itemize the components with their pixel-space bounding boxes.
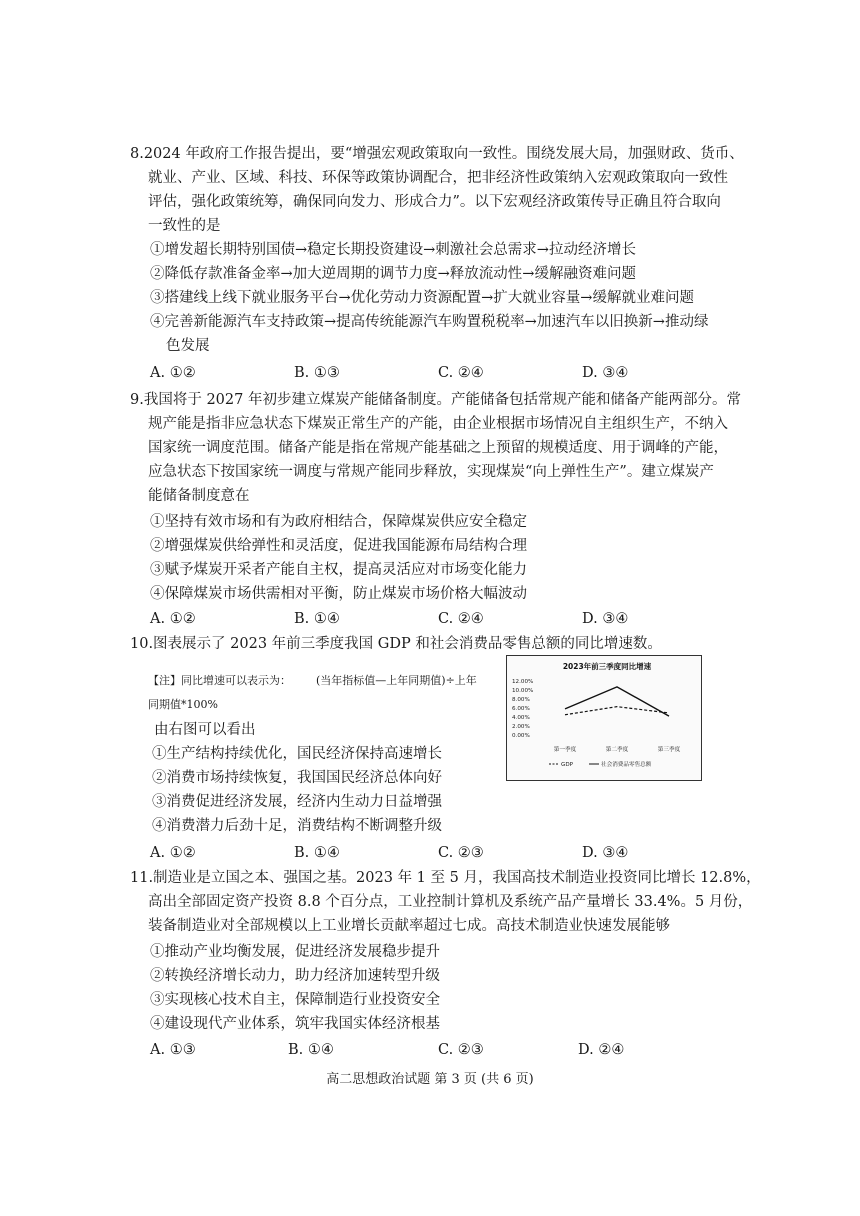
q9-item-2: ②增强煤炭供给弹性和灵活度，促进我国能源布局结构合理 — [150, 538, 527, 554]
y-tick-label: 6.00% — [512, 706, 530, 712]
q9-item-1: ①坚持有效市场和有为政府相结合，保障煤炭供应安全稳定 — [150, 514, 527, 530]
q8-item-4: ④完善新能源汽车支持政策→提高传统能源汽车购置税税率→加速汽车以旧换新→推动绿 — [150, 314, 709, 330]
q11-item-3: ③实现核心技术自主，保障制造行业投资安全 — [150, 992, 440, 1008]
q11-option-b[interactable]: B. ①④ — [288, 1042, 334, 1058]
q10-option-a[interactable]: A. ①② — [150, 845, 196, 861]
chart-canvas — [507, 656, 700, 779]
q8-option-d[interactable]: D. ③④ — [582, 365, 629, 381]
q9-stem-line-2: 规产能是指非应急状态下煤炭正常生产的产能，由企业根据市场情况自主组织生产，不纳入 — [148, 416, 728, 432]
q10-note-formula: (当年指标值—上年同期值)÷上年 — [316, 674, 477, 687]
q11-option-c[interactable]: C. ②③ — [438, 1042, 484, 1058]
y-tick-label: 2.00% — [512, 724, 530, 730]
page-footer: 高二思想政治试题 第 3 页 (共 6 页) — [326, 1072, 534, 1087]
q9-item-3: ③赋予煤炭开采者产能自主权，提高灵活应对市场变化能力 — [150, 562, 527, 578]
q9-stem-line-3: 国家统一调度范围。储备产能是指在常规产能基础之上预留的规模适度、用于调峰的产能， — [148, 440, 728, 456]
y-tick-label: 8.00% — [512, 697, 530, 703]
q9-options — [150, 609, 710, 629]
q10-item-4: ④消费潜力后劲十足，消费结构不断调整升级 — [152, 818, 442, 834]
q10-note-formula-cont: 同期值*100% — [148, 698, 218, 711]
growth-rate-chart — [506, 655, 702, 781]
q10-option-c[interactable]: C. ②③ — [438, 845, 484, 861]
x-tick-label: 第一季度 — [553, 747, 577, 753]
q8-item-2: ②降低存款准备金率→加大逆周期的调节力度→释放流动性→缓解融资难问题 — [150, 266, 636, 282]
legend-label-gdp: GDP — [561, 762, 574, 768]
q8-options — [150, 363, 710, 383]
q8-stem-line-4: 一致性的是 — [148, 218, 221, 234]
q11-option-a[interactable]: A. ①③ — [150, 1042, 196, 1058]
q8-option-c[interactable]: C. ②④ — [438, 365, 484, 381]
q11-stem-line-2: 高出全部固定资产投资 8.8 个百分点，工业控制计算机及系统产品产量增长 33.4%。5 月份， — [148, 894, 753, 910]
q10-option-b[interactable]: B. ①④ — [294, 845, 340, 861]
y-tick-label: 10.00% — [512, 688, 534, 694]
q9-stem-line-5: 能储备制度意在 — [148, 488, 250, 504]
q11-item-1: ①推动产业均衡发展，促进经济发展稳步提升 — [150, 944, 440, 960]
q9-stem-line-1: 9.我国将于 2027 年初步建立煤炭产能储备制度。产能储备包括常规产能和储备产能两部分。常 — [130, 392, 741, 408]
q9-option-c[interactable]: C. ②④ — [438, 611, 484, 627]
q8-stem-line-1: 8.2024 年政府工作报告提出，要“增强宏观政策取向一致性。围绕发展大局，加强财政、货币、 — [130, 146, 744, 162]
series-line-retail — [565, 687, 669, 716]
x-tick-label: 第三季度 — [657, 747, 681, 753]
q11-item-2: ②转换经济增长动力，助力经济加速转型升级 — [150, 968, 440, 984]
q10-options — [150, 843, 710, 863]
q10-item-1: ①生产结构持续优化，国民经济保持高速增长 — [152, 746, 442, 762]
q9-stem-line-4: 应急状态下按国家统一调度与常规产能同步释放，实现煤炭“向上弹性生产”。建立煤炭产 — [148, 464, 714, 480]
q8-option-b[interactable]: B. ①③ — [294, 365, 340, 381]
q10-note-label: 【注】同比增速可以表示为： — [148, 674, 291, 687]
q10-item-3: ③消费促进经济发展，经济内生动力日益增强 — [152, 794, 442, 810]
q10-option-d[interactable]: D. ③④ — [582, 845, 629, 861]
chart-title: 2023年前三季度同比增速 — [562, 662, 652, 671]
q11-stem-line-1: 11.制造业是立国之本、强国之基。2023 年 1 至 5 月，我国高技术制造业投资同比增长 12.8%， — [130, 870, 761, 886]
q10-stem: 10.图表展示了 2023 年前三季度我国 GDP 和社会消费品零售总额的同比增速数。 — [130, 636, 662, 652]
q11-option-d[interactable]: D. ②④ — [578, 1042, 625, 1058]
q9-option-a[interactable]: A. ①② — [150, 611, 196, 627]
y-tick-label: 4.00% — [512, 715, 530, 721]
q11-item-4: ④建设现代产业体系，筑牢我国实体经济根基 — [150, 1016, 440, 1032]
q11-stem-line-3: 装备制造业对全部规模以上工业增长贡献率超过七成。高技术制造业快速发展能够 — [148, 918, 670, 934]
y-tick-label: 0.00% — [512, 733, 530, 739]
q10-item-2: ②消费市场持续恢复，我国国民经济总体向好 — [152, 770, 442, 786]
legend-label-retail: 社会消费品零售总额 — [601, 762, 652, 768]
q8-stem-line-2: 就业、产业、区域、科技、环保等政策协调配合，把非经济性政策纳入宏观政策取向一致性 — [148, 170, 728, 186]
q9-item-4: ④保障煤炭市场供需相对平衡，防止煤炭市场价格大幅波动 — [150, 586, 527, 602]
q8-item-4-cont: 色发展 — [166, 338, 210, 354]
x-tick-label: 第二季度 — [605, 747, 629, 753]
q9-option-d[interactable]: D. ③④ — [582, 611, 629, 627]
q8-item-1: ①增发超长期特别国债→稳定长期投资建设→刺激社会总需求→拉动经济增长 — [150, 242, 636, 258]
q8-item-3: ③搭建线上线下就业服务平台→优化劳动力资源配置→扩大就业容量→缓解就业难问题 — [150, 290, 694, 306]
q9-option-b[interactable]: B. ①④ — [294, 611, 340, 627]
q8-stem-line-3: 评估，强化政策统筹，确保同向发力、形成合力”。以下宏观经济政策传导正确且符合取向 — [148, 194, 721, 210]
y-tick-label: 12.00% — [512, 679, 534, 685]
q10-lead: 由右图可以看出 — [154, 722, 256, 738]
q8-option-a[interactable]: A. ①② — [150, 365, 196, 381]
q11-options — [150, 1040, 710, 1060]
